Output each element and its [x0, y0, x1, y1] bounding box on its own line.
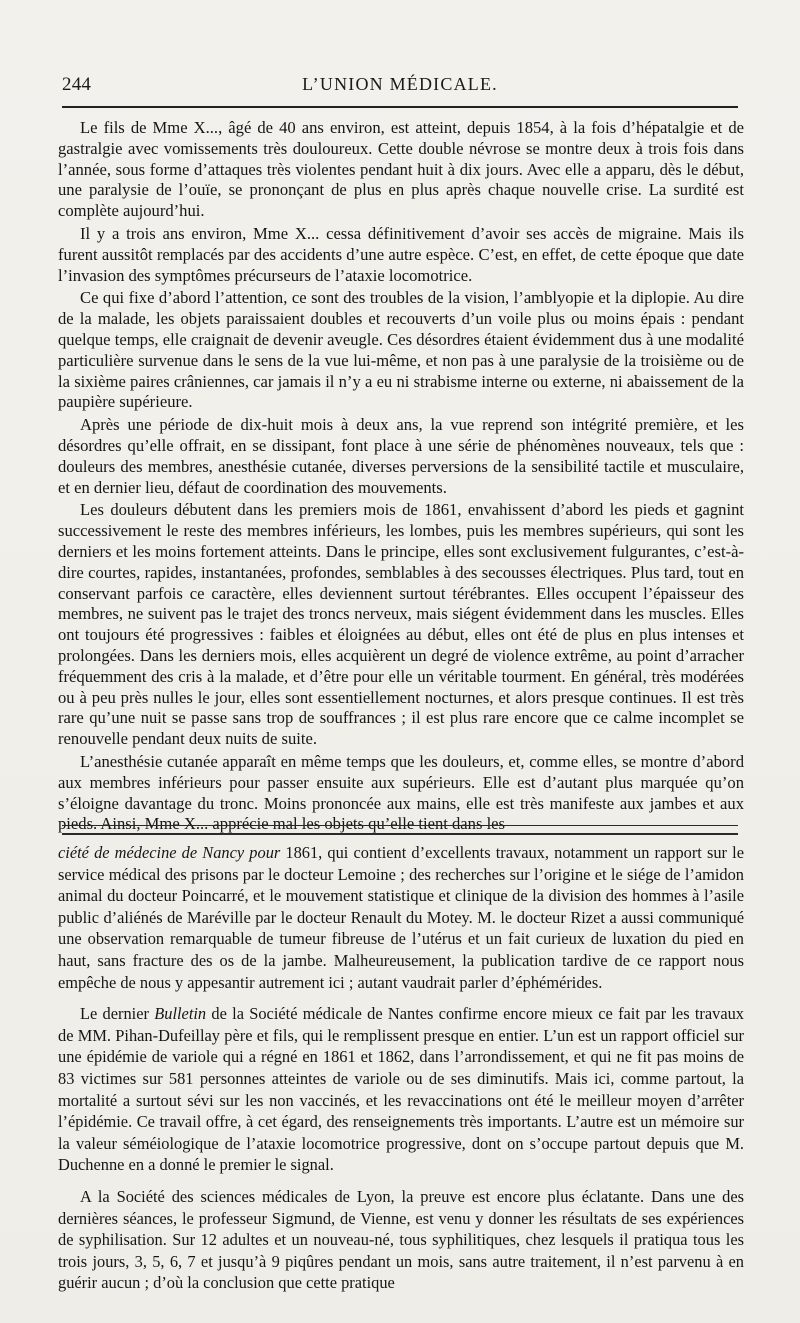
feuilleton-paragraph	[58, 842, 744, 993]
header-rule	[62, 106, 738, 108]
feuilleton-paragraph: A la Société des sciences médicales de Lyon, la preuve est encore plus éclatante. Dans une des dernières séances, le professeur Sigmund, de Vienne, est venu y donner les résultats de ses expériences de syphilisation. Sur 12 adultes et un nouveau-né, tous syphilitiques, chez lesquels il pratiqua tous les trois jours, 3, 5, 6, 7 et jusqu’à 9 piqûres pendant un mois, sans autre traitement, il n’est parvenu à en guérir aucun ; d’où la conclusion que cette pratique	[58, 1186, 744, 1293]
text: de la Société médicale de Nantes confirme encore mieux ce fait par les travaux de MM. Pihan-Dufeillay père et fils, qui le remplissent presque en entier. L’un est un rapport officiel sur une épidémie de variole qui a régné en 1861 et 1862, dans l’arrondissement, et qui ne fit pas moins de 83 victimes sur 581 personnes atteintes de variole ou de ses diminutifs. Mais ici, comme partout, la mortalité a surtout sévi sur les non vaccinés, et les revaccinations ont été le meilleur moyen d’arrêter l’épidémie. Ce travail offre, à cet égard, des renseignements très importants. L’autre est un mémoire sur la valeur séméiologique de l’ataxie locomotrice progressive, dont on s’occupe partout depuis que M. Duchenne en a donné le premier le signal.	[58, 1004, 744, 1175]
feuilleton	[58, 842, 744, 1294]
paragraph: Après une période de dix-huit mois à deux ans, la vue reprend son intégrité première, et les désordres qu’elle offrait, en se dissipant, font place à une série de phénomènes nouveaux, tels que : douleurs des membres, anesthésie cutanée, diverses perversions de la sensibilité tactile et musculaire, et en dernier lieu, défaut de coordination des mouvements.	[58, 415, 744, 497]
text: 1861, qui contient d’excellents travaux, notamment un rapport sur le service médical des prisons par le docteur Lemoine ; des recherches sur l’origine et le siége de l’amidon animal du docteur Poincarré, et le mouvement statistique et clinique de la division des hommes à l’asile public d’aliénés de Maréville par le docteur Renault du Motey. M. le docteur Rizet a aussi communiqué une observation remarquable de tumeur fibreuse de l’utérus et un fait curieux de luxation du pied en haut, sans fracture des os de la jambe. Malheureusement, la publication tardive de ce rapport nous empêche de nous y appesantir autrement ici ; autant vaudrait parler d’éphémérides.	[58, 843, 744, 992]
paragraph: Le fils de Mme X..., âgé de 40 ans environ, est atteint, depuis 1854, à la fois d’hépatalgie et de gastralgie avec vomissements très douloureux. Cette double névrose se montre deux à trois fois dans l’année, sous forme d’attaques très violentes pendant huit à dix jours. Avec elle a apparu, dès le début, une paralysie de l’ouïe, se prononçant de plus en plus après chaque nouvelle crise. La surdité est complète aujourd’hui.	[58, 118, 744, 221]
paragraph: L’anesthésie cutanée apparaît en même temps que les douleurs, et, comme elles, se montre d’abord aux membres inférieurs pour passer ensuite aux supérieurs. Elle est d’autant plus marquée qu’on s’éloigne davantage du tronc. Moins prononcée aux mains, elle est très manifeste aux jambes et aux pieds. Ainsi, Mme X... apprécie mal les objets qu’elle tient dans les	[58, 751, 744, 834]
main-article	[58, 118, 744, 835]
paragraph: Les douleurs débutent dans les premiers mois de 1861, envahissent d’abord les pieds et gagnint successivement le reste des membres inférieurs, les lombes, puis les membres supérieurs, qui sont les derniers et les moins fortement atteints. Dans le principe, elles sont exclusivement fulgurantes, c’est-à-dire courtes, rapides, instantanées, profondes, semblables à des secousses électriques. Plus tard, tout en conservant parfois ce caractère, elles deviennent surtout térébrantes. Elles occupent l’épaisseur des membres, ne suivent pas le trajet des troncs nerveux, mais siégent évidemment dans les muscles. Elles ont toujours été progressives : faibles et éloignées au début, elles ont été de plus en plus intenses et prolongées. Dans les derniers mois, elles acquièrent un degré de violence extrême, au point d’arracher fréquemment des cris à la malade, et d’être pour elle un véritable tourment. En général, très modérées ou à peu près nulles le jour, elles sont essentiellement nocturnes, et alors presque continues. Il est très rare qu’une nuit se passe sans trop de souffrances ; il est plus rare encore que ce calme incomplet se renouvelle pendant deux nuits de suite.	[58, 500, 744, 749]
feuilleton-separator	[62, 825, 738, 835]
italic-text: ciété de médecine de Nancy pour	[58, 843, 281, 862]
text: Le dernier	[80, 1004, 155, 1024]
feuilleton-paragraph	[58, 1003, 744, 1176]
italic-text: Bulletin	[154, 1004, 207, 1024]
page-number: 244	[62, 74, 92, 95]
page-header	[62, 74, 738, 98]
paragraph: Ce qui fixe d’abord l’attention, ce sont des troubles de la vision, l’amblyopie et la diplopie. Au dire de la malade, les objets paraissaient doubles et recouverts d’un voile plus ou moins épais : pendant quelque temps, elle craignait de devenir aveugle. Ces désordres étaient évidemment dus à une modalité particulière survenue dans le sens de la vue lui-même, et non pas à une paralysie de la troisième ou de la sixième paires crâniennes, car jamais il n’y a eu ni strabisme interne ou externe, ni abaissement de la paupière supérieure.	[58, 288, 744, 412]
running-title: L’UNION MÉDICALE.	[302, 74, 498, 94]
paragraph: Il y a trois ans environ, Mme X... cessa définitivement d’avoir ses accès de migraine. Mais ils furent aussitôt remplacés par des accidents d’une autre espèce. C’est, en effet, de cette époque que date l’invasion des symptômes précurseurs de l’ataxie locomotrice.	[58, 223, 744, 285]
